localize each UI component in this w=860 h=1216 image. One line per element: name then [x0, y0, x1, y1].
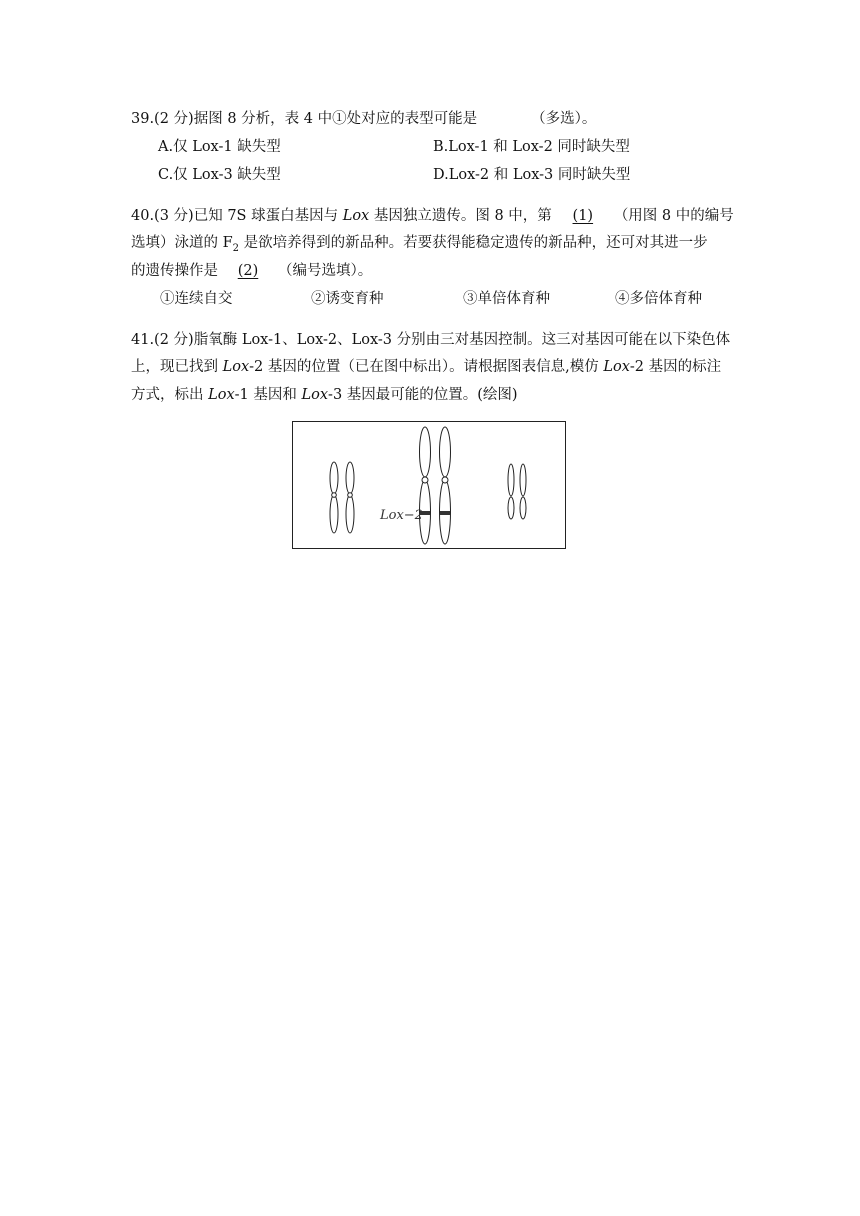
q39-option-b: B.Lox-1 和 Lox-2 同时缺失型: [433, 139, 630, 155]
chromosome-figure[interactable]: [292, 421, 566, 549]
lox2-label: Lox−2: [380, 508, 423, 523]
q40-blank-1[interactable]: (1): [572, 208, 594, 224]
q40-choice-2: ②诱变育种: [311, 291, 384, 307]
q40-choice-4: ④多倍体育种: [615, 291, 702, 307]
q41-line-1: 41.(2 分)脂氧酶 Lox-1、Lox-2、Lox-3 分别由三对基因控制。这三对基因可能在以下染色体: [131, 332, 731, 348]
q40-line-1: 40.(3 分)已知 7S 球蛋白基因与 Lox 基因独立遗传。图 8 中，第 (1) （用图 8 中的编号: [131, 208, 734, 224]
q40-choice-1: ①连续自交: [160, 291, 233, 307]
q41-line-2: 上，现已找到 Lox-2 基因的位置（已在图中标出）。请根据图表信息,模仿 Lox-2 基因的标注: [131, 359, 722, 375]
q41-line-3: 方式，标出 Lox-1 基因和 Lox-3 基因最可能的位置。(绘图): [131, 387, 518, 403]
q39-stem: 39.(2 分)据图 8 分析，表 4 中①处对应的表型可能是 （多选）。: [131, 111, 597, 127]
q39-option-a: A.仅 Lox-1 缺失型: [158, 139, 281, 155]
q40-line-2: 选填）泳道的 $F_2$ 是欲培养得到的新品种。若要获得能稳定遗传的新品种，还可对其进一步: [131, 235, 708, 254]
q39-option-c: C.仅 Lox-3 缺失型: [158, 167, 281, 183]
q39-option-d: D.Lox-2 和 Lox-3 同时缺失型: [433, 167, 631, 183]
chromosome-drawing: [293, 422, 567, 550]
chromosome-pair-tiny-icon: [508, 464, 526, 519]
chromosome-pair-small-icon: [330, 462, 354, 533]
q40-blank-2[interactable]: (2): [237, 263, 259, 279]
q40-choice-3: ③单倍体育种: [463, 291, 550, 307]
q40-line-3: 的遗传操作是 (2) （编号选填）。: [131, 263, 373, 279]
lox2-gene-band: [420, 511, 450, 515]
chromosome-pair-large-icon: [420, 427, 451, 544]
